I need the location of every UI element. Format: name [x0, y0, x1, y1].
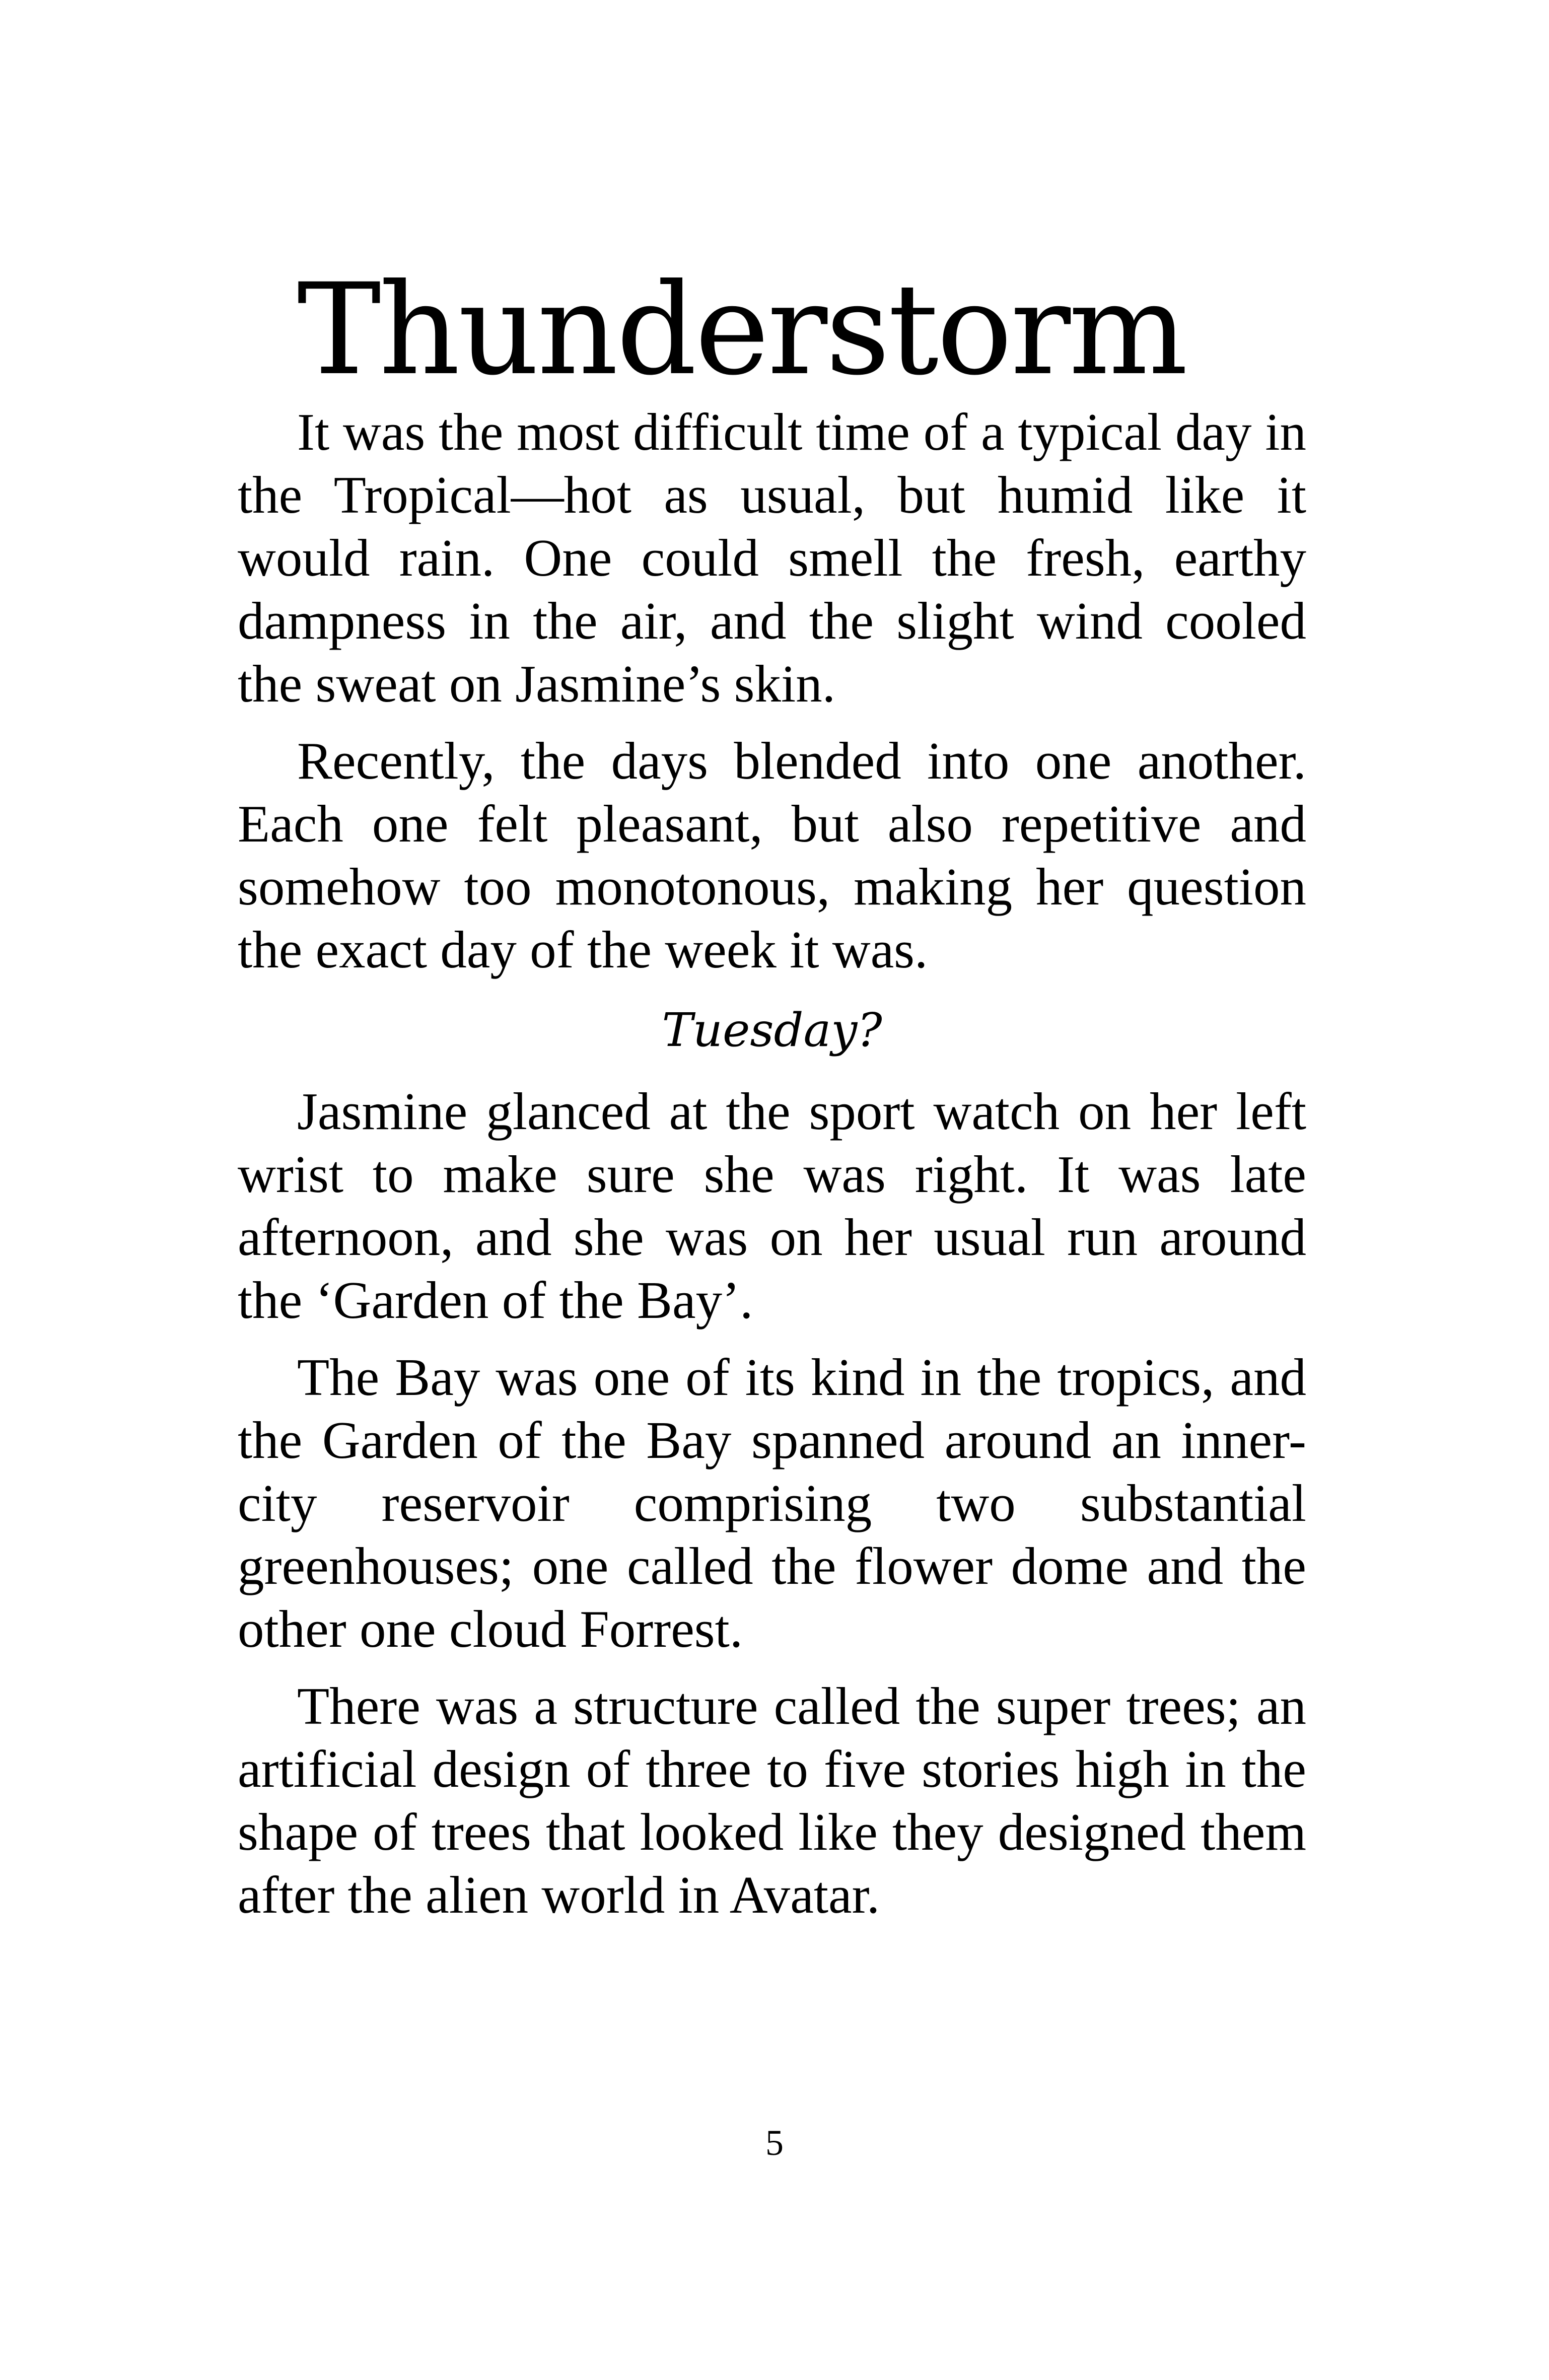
page-number: 5 — [765, 2123, 784, 2163]
paragraph-1: It was the most difficult time of a typical day in the Tropical—hot as usual, but humid like it would rain. One could smell the fresh, earthy dampness in the air, and the slight wind cooled the sweat on Jasmine’s skin. — [238, 402, 1306, 713]
chapter-body — [238, 400, 1306, 1940]
paragraph-4: The Bay was one of its kind in the tropics, and the Garden of the Bay spanned around an inner-city reservoir comprising two substantial greenhouses; one called the flower dome and the other one cloud Forrest. — [238, 1348, 1306, 1658]
paragraph-5: There was a structure called the super trees; an artificial design of three to five stories high in the shape of trees that looked like they designed them after the alien world in Avatar. — [238, 1676, 1306, 1924]
chapter-title: Thunderstorm — [297, 256, 1186, 403]
italic-thought: Tuesday? — [662, 1003, 882, 1057]
paragraph-3: Jasmine glanced at the sport watch on her left wrist to make sure she was right. It was late afternoon, and she was on her usual run around the ‘Garden of the Bay’. — [238, 1082, 1306, 1329]
paragraph-2: Recently, the days blended into one another. Each one felt pleasant, but also repetitive and somehow too monotonous, making her question the exact day of the week it was. — [238, 731, 1306, 979]
